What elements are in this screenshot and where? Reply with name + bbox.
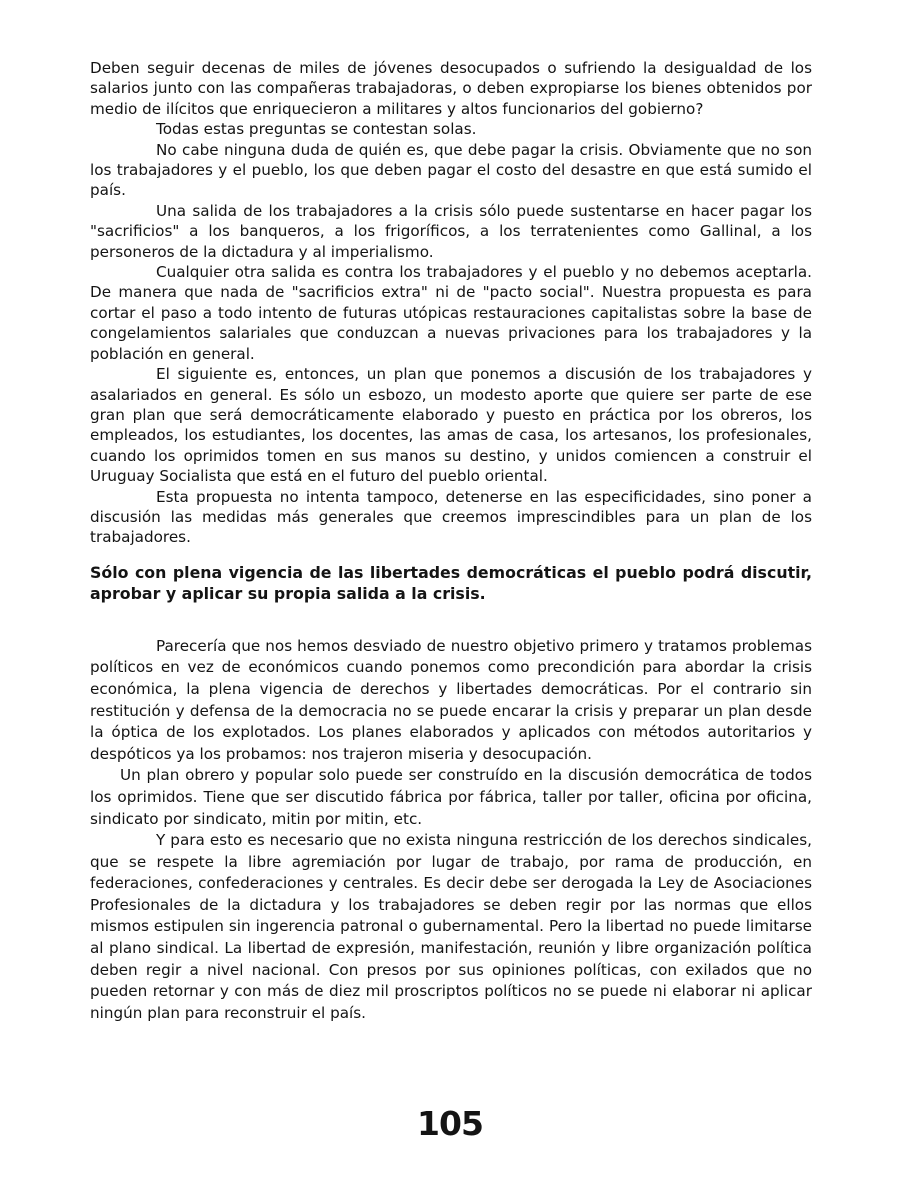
page-body [90, 58, 812, 1024]
paragraph: Parecería que nos hemos desviado de nuestro objetivo primero y tratamos problemas políticos en vez de económicos cuando ponemos como precondición para abordar la crisis económica, la plena vigencia de derechos y libertades democráticas. Por el contrario sin restitución y defensa de la democracia no se puede encarar la crisis y preparar un plan desde la óptica de los explotados. Los planes elaborados y aplicados con métodos autoritarios y despóticos ya los probamos: nos trajeron miseria y desocupación. [90, 636, 812, 763]
paragraph: Y para esto es necesario que no exista ninguna restricción de los derechos sindicales, que se respete la libre agremiación por lugar de trabajo, por rama de producción, en federaciones, confederaciones y centrales. Es decir debe ser derogada la Ley de Asociaciones Profesionales de la dictadura y los trabajadores se deben regir por las normas que ellos mismos estipulen sin ingerencia patronal o gubernamental. Pero la libertad no puede limitarse al plano sindical. La libertad de expresión, manifestación, reunión y libre organización política deben regir a nivel nacional. Con presos por sus opiniones políticas, con exilados que no pueden retornar y con más de diez mil proscriptos políticos no se puede ni elaborar ni aplicar ningún plan para reconstruir el país. [90, 831, 812, 1022]
paragraph: No cabe ninguna duda de quién es, que debe pagar la crisis. Obviamente que no son los trabajadores y el pueblo, los que deben pagar el costo del desastre en que está sumido el país. [90, 140, 812, 200]
paragraph: Una salida de los trabajadores a la crisis sólo puede sustentarse en hacer pagar los "sacrificios" a los banqueros, a los frigoríficos, a los terratenientes como Gallinal, a los personeros de la dictadura y al imperialismo. [90, 201, 812, 261]
paragraph: Cualquier otra salida es contra los trabajadores y el pueblo y no debemos aceptarla. De manera que nada de "sacrificios extra" ni de "pacto social". Nuestra propuesta es para cortar el paso a todo intento de futuras utópicas restauraciones capitalistas sobre la base de congelamientos salariales que conduzcan a nuevas privaciones para los trabajadores y la población en general. [90, 263, 812, 363]
text-section-2 [90, 636, 812, 1025]
paragraph: El siguiente es, entonces, un plan que ponemos a discusión de los trabajadores y asalariados en general. Es sólo un esbozo, un modesto aporte que quiere ser parte de ese gran plan que será democráticamente elaborado y puesto en práctica por los obreros, los empleados, los estudiantes, los docentes, las amas de casa, los artesanos, los profesionales, cuando los oprimidos tomen en sus manos su destino, y unidos comiencen a construir el Uruguay Socialista que está en el futuro del pueblo oriental. [90, 365, 812, 486]
paragraph: Esta propuesta no intenta tampoco, detenerse en las especificidades, sino poner a discusión las medidas más generales que creemos imprescindibles para un plan de los trabajadores. [90, 487, 812, 547]
page-number: 105 [417, 1104, 483, 1143]
text-section-1 [90, 58, 812, 548]
paragraph: Un plan obrero y popular solo puede ser construído en la discusión democrática de todos los oprimidos. Tiene que ser discutido fábrica por fábrica, taller por taller, oficina por oficina, sindicato por sindicato, mitin por mitin, etc. [90, 766, 812, 828]
paragraph: Deben seguir decenas de miles de jóvenes desocupados o sufriendo la desigualdad de los salarios junto con las compañeras trabajadoras, o deben expropiarse los bienes obtenidos por medio de ilícitos que enriquecieron a militares y altos funcionarios del gobierno? [90, 59, 812, 118]
section-heading: Sólo con plena vigencia de las libertades democráticas el pueblo podrá discutir, aprobar y aplicar su propia salida a la crisis. [90, 562, 812, 603]
paragraph: Todas estas preguntas se contestan solas. [156, 120, 477, 139]
